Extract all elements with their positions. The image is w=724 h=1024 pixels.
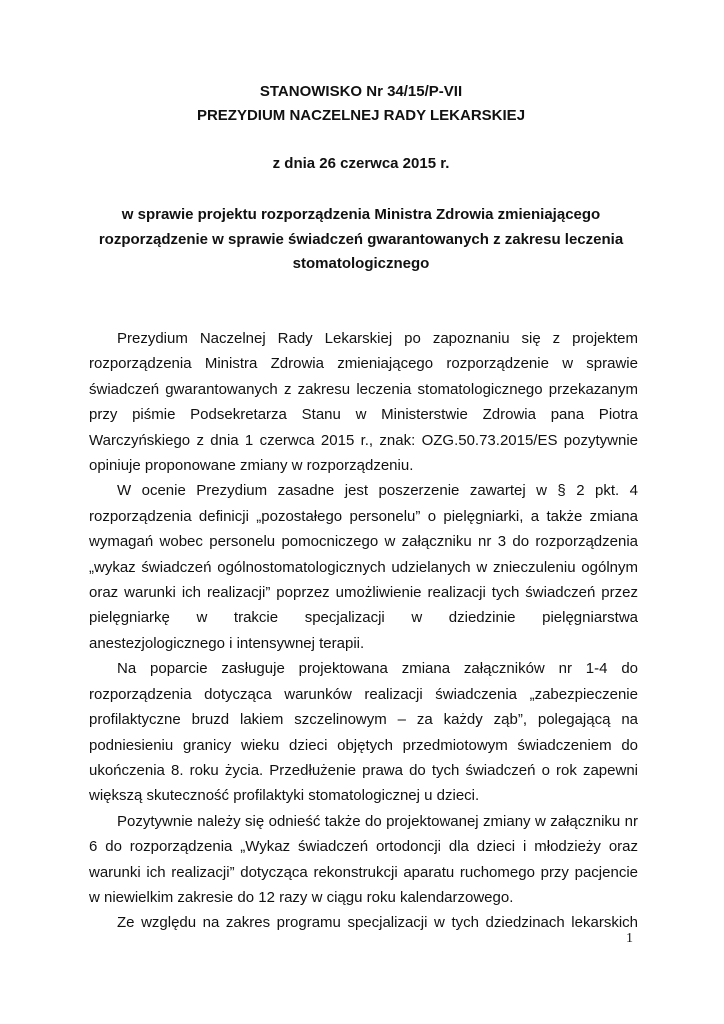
body-paragraph: Pozytywnie należy się odnieść także do projektowanej zmiany w załączniku nr 6 do rozporządzenia „Wykaz świadczeń ortodoncji dla dzieci i młodzieży oraz warunki ich realizacji” dotycząca rekonstrukcji aparatu ruchomego przy pacjencie w niewielkim zakresie do 12 razy w ciągu roku kalendarzowego. — [89, 812, 638, 906]
body-paragraph-continued: Ze względu na zakres programu specjalizacji w tych dziedzinach lekarskich — [117, 914, 638, 932]
page-number: 1 — [626, 931, 633, 946]
document-date: z dnia 26 czerwca 2015 r. — [272, 155, 450, 172]
document-subject: w sprawie projektu rozporządzenia Ministra Zdrowia zmieniającego rozporządzenie w sprawie świadczeń gwarantowanych z zakresu leczenia stomatologicznego — [98, 206, 624, 272]
document-body — [89, 326, 638, 936]
body-paragraph: Prezydium Naczelnej Rady Lekarskiej po zapoznaniu się z projektem rozporządzenia Ministra Zdrowia zmieniającego rozporządzenie w sprawie świadczeń gwarantowanych z zakresu leczenia stomatologicznego przekazanym przy piśmie Podsekretarza Stanu w Ministerstwie Zdrowia pana Piotra Warczyńskiego z dnia 1 czerwca 2015 r., znak: OZG.50.73.2015/ES pozytywnie opiniuje proponowane zmiany w rozporządzeniu. — [89, 330, 638, 475]
body-paragraph: Na poparcie zasługuje projektowana zmiana załączników nr 1-4 do rozporządzenia dotycząca warunków realizacji świadczenia „zabezpieczenie profilaktyczne bruzd lakiem szczelinowym – za każdy ząb”, polegającą na podniesieniu granicy wieku dzieci objętych przedmiotowym świadczeniem do ukończenia 8. roku życia. Przedłużenie prawa do tych świadczeń o rok zapewni większą skuteczność profilaktyki stomatologicznej u dzieci. — [89, 660, 638, 805]
issuing-authority: PREZYDIUM NACZELNEJ RADY LEKARSKIEJ — [196, 107, 526, 124]
body-paragraph: W ocenie Prezydium zasadne jest poszerzenie zawartej w § 2 pkt. 4 rozporządzenia definicji „pozostałego personelu” o pielęgniarki, a także zmiana wymagań wobec personelu pomocniczego w załączniku nr 3 do rozporządzenia „wykaz świadczeń ogólnostomatologicznych udzielanych w znieczuleniu ogólnym oraz warunki ich realizacji” poprzez umożliwienie realizacji tych świadczeń przez pielęgniarkę w trakcie specjalizacji w dziedzinie pielęgniarstwa anestezjologicznego i intensywnej terapii. — [89, 482, 638, 652]
document-number: STANOWISKO Nr 34/15/P-VII — [259, 83, 463, 100]
